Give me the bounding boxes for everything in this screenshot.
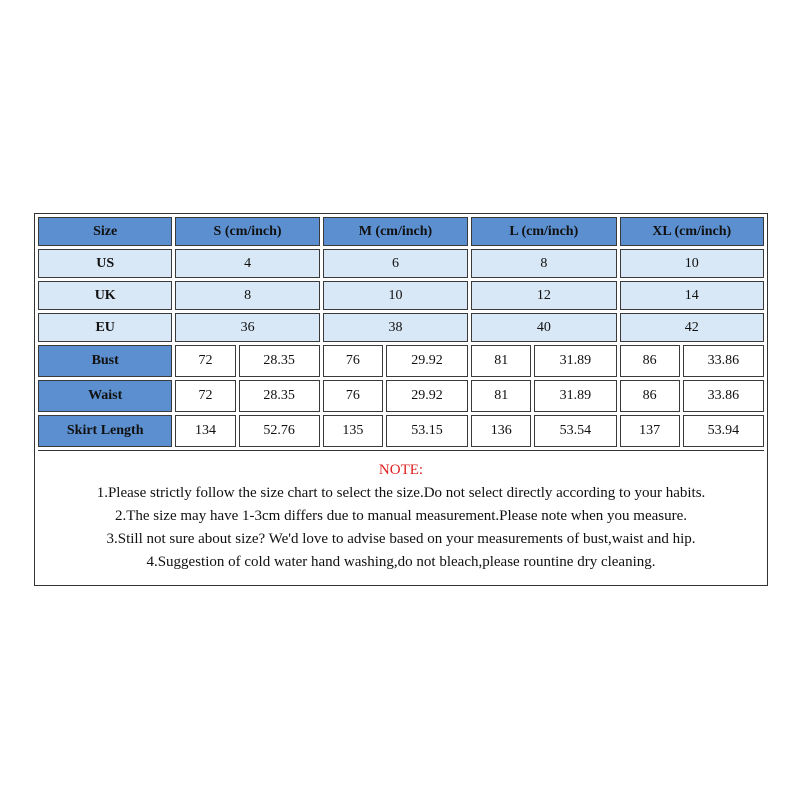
waist-s-inch: 28.35 bbox=[239, 380, 320, 412]
skirt-length-xl-cm: 137 bbox=[620, 415, 680, 447]
skirt-length-l-inch: 53.54 bbox=[534, 415, 616, 447]
bust-label: Bust bbox=[38, 345, 172, 377]
eu-label: EU bbox=[38, 313, 172, 342]
eu-l-value: 40 bbox=[471, 313, 616, 342]
size-l-header: L (cm/inch) bbox=[471, 217, 616, 246]
waist-l-inch: 31.89 bbox=[534, 380, 616, 412]
bust-s-cm: 72 bbox=[175, 345, 235, 377]
waist-s-cm: 72 bbox=[175, 380, 235, 412]
bust-row bbox=[38, 345, 764, 377]
size-chart bbox=[34, 213, 768, 586]
skirt-length-l-cm: 136 bbox=[471, 415, 531, 447]
uk-s-value: 8 bbox=[175, 281, 319, 310]
skirt-length-row bbox=[38, 415, 764, 447]
bust-l-inch: 31.89 bbox=[534, 345, 616, 377]
us-s-value: 4 bbox=[175, 249, 319, 278]
us-l-value: 8 bbox=[471, 249, 616, 278]
size-xl-header: XL (cm/inch) bbox=[620, 217, 764, 246]
uk-m-value: 10 bbox=[323, 281, 468, 310]
waist-row bbox=[38, 380, 764, 412]
us-xl-value: 10 bbox=[620, 249, 764, 278]
eu-xl-value: 42 bbox=[620, 313, 764, 342]
waist-label: Waist bbox=[38, 380, 172, 412]
skirt-length-m-inch: 53.15 bbox=[386, 415, 468, 447]
skirt-length-label: Skirt Length bbox=[38, 415, 172, 447]
note-title: NOTE: bbox=[378, 462, 424, 478]
bust-l-cm: 81 bbox=[471, 345, 531, 377]
bust-xl-inch: 33.86 bbox=[683, 345, 764, 377]
waist-m-inch: 29.92 bbox=[386, 380, 468, 412]
uk-l-value: 12 bbox=[471, 281, 616, 310]
note-line-2: 2.The size may have 1-3cm differs due to manual measurement.Please note when you measure. bbox=[114, 508, 688, 524]
notes-section bbox=[38, 450, 764, 582]
note-line-3: 3.Still not sure about size? We'd love to advise based on your measurements of bust,waist and hip. bbox=[106, 531, 696, 547]
bust-m-cm: 76 bbox=[323, 345, 383, 377]
eu-m-value: 38 bbox=[323, 313, 468, 342]
size-m-header: M (cm/inch) bbox=[323, 217, 468, 246]
waist-xl-inch: 33.86 bbox=[683, 380, 764, 412]
us-m-value: 6 bbox=[323, 249, 468, 278]
size-s-header: S (cm/inch) bbox=[175, 217, 319, 246]
skirt-length-s-cm: 134 bbox=[175, 415, 235, 447]
eu-row bbox=[38, 313, 764, 342]
bust-xl-cm: 86 bbox=[620, 345, 680, 377]
bust-s-inch: 28.35 bbox=[239, 345, 320, 377]
waist-xl-cm: 86 bbox=[620, 380, 680, 412]
eu-s-value: 36 bbox=[175, 313, 319, 342]
skirt-length-xl-inch: 53.94 bbox=[683, 415, 764, 447]
uk-label: UK bbox=[38, 281, 172, 310]
header-row bbox=[38, 217, 764, 246]
waist-m-cm: 76 bbox=[323, 380, 383, 412]
skirt-length-s-inch: 52.76 bbox=[239, 415, 320, 447]
uk-row bbox=[38, 281, 764, 310]
waist-l-cm: 81 bbox=[471, 380, 531, 412]
us-label: US bbox=[38, 249, 172, 278]
note-line-4: 4.Suggestion of cold water hand washing,do not bleach,please rountine dry cleaning. bbox=[146, 554, 656, 570]
bust-m-inch: 29.92 bbox=[386, 345, 468, 377]
us-row bbox=[38, 249, 764, 278]
size-header: Size bbox=[38, 217, 172, 246]
note-line-1: 1.Please strictly follow the size chart to select the size.Do not select directly according to your habits. bbox=[96, 485, 706, 501]
skirt-length-m-cm: 135 bbox=[323, 415, 383, 447]
uk-xl-value: 14 bbox=[620, 281, 764, 310]
size-table bbox=[35, 214, 767, 450]
